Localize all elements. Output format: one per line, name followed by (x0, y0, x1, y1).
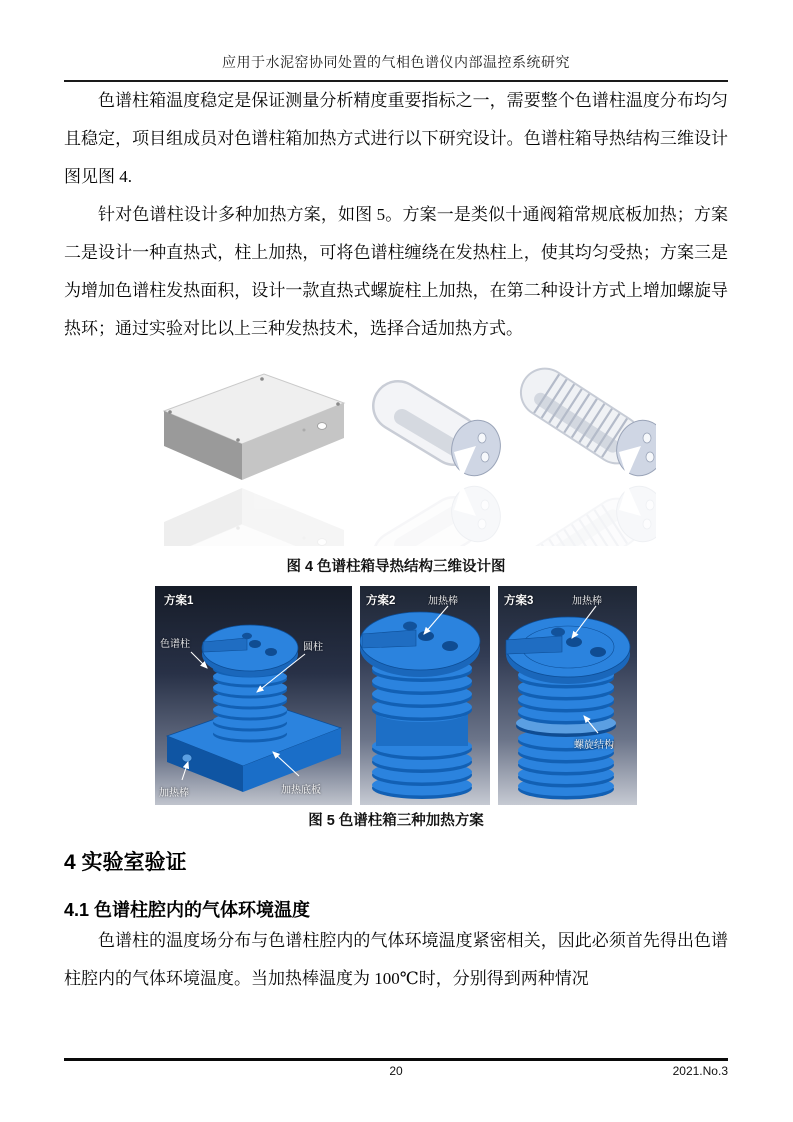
section-heading-4-1: 4.1 色谱柱腔内的气体环境温度 (64, 900, 311, 920)
scheme-3-3d-render (498, 586, 637, 805)
figure-5-panel-scheme-1 (155, 586, 352, 805)
footer-rule (64, 1058, 728, 1061)
section-heading-4: 4 实验室验证 (64, 851, 187, 874)
running-title: 应用于水泥窑协同处置的气相色谱仪内部温控系统研究 (222, 56, 570, 71)
figure-5-image (155, 586, 637, 805)
figure-4-caption: 图 4 色谱柱箱导热结构三维设计图 (286, 559, 506, 575)
annotation-heating-rod: 加热棒 (428, 596, 458, 607)
figure-5-caption: 图 5 色谱柱箱三种加热方案 (308, 813, 484, 829)
page-number: 20 (389, 1064, 403, 1078)
annotation-column: 色谱柱 (160, 639, 190, 650)
figure-5-panel-scheme-2 (360, 586, 490, 805)
scheme-2-3d-render (360, 586, 490, 805)
figure-5-panel-scheme-3 (498, 586, 637, 805)
scheme-3-label: 方案3 (504, 595, 534, 607)
figure-4-image (64, 356, 728, 551)
annotation-heating-baseplate: 加热底板 (281, 785, 321, 796)
page-footer (64, 1058, 728, 1084)
annotation-spiral-structure: 螺旋结构 (574, 740, 614, 751)
journal-issue: 2021.No.3 (672, 1064, 728, 1078)
annotation-heating-rod: 加热棒 (572, 596, 602, 607)
scheme-2-label: 方案2 (366, 595, 396, 607)
annotation-heating-rod: 加热棒 (159, 788, 189, 799)
figure-4-3d-render (136, 356, 656, 546)
annotation-cylinder: 圆柱 (303, 642, 323, 653)
scheme-1-3d-render (155, 586, 352, 805)
paragraph-1: 色谱柱箱温度稳定是保证测量分析精度重要指标之一，需要整个色谱柱温度分布均匀且稳定，项目组成员对色谱柱箱加热方式进行以下研究设计。色谱柱箱导热结构三维设计图见图 4. (64, 91, 728, 186)
page-header (64, 0, 728, 82)
scheme-1-label: 方案1 (164, 595, 194, 607)
paragraph-3: 色谱柱的温度场分布与色谱柱腔内的气体环境温度紧密相关，因此必须首先得出色谱柱腔内的气体环境温度。当加热棒温度为 100℃时，分别得到两种情况 (64, 931, 728, 988)
paragraph-2: 针对色谱柱设计多种加热方案，如图 5。方案一是类似十通阀箱常规底板加热；方案二是设计一种直热式，柱上加热，可将色谱柱缠绕在发热柱上，使其均匀受热；方案三是为增加色谱柱发热面积，设计一款直热式螺旋柱上加热，在第二种设计方式上增加螺旋导热环；通过实验对比以上三种发热技术，选择合适加热方式。 (64, 205, 728, 338)
